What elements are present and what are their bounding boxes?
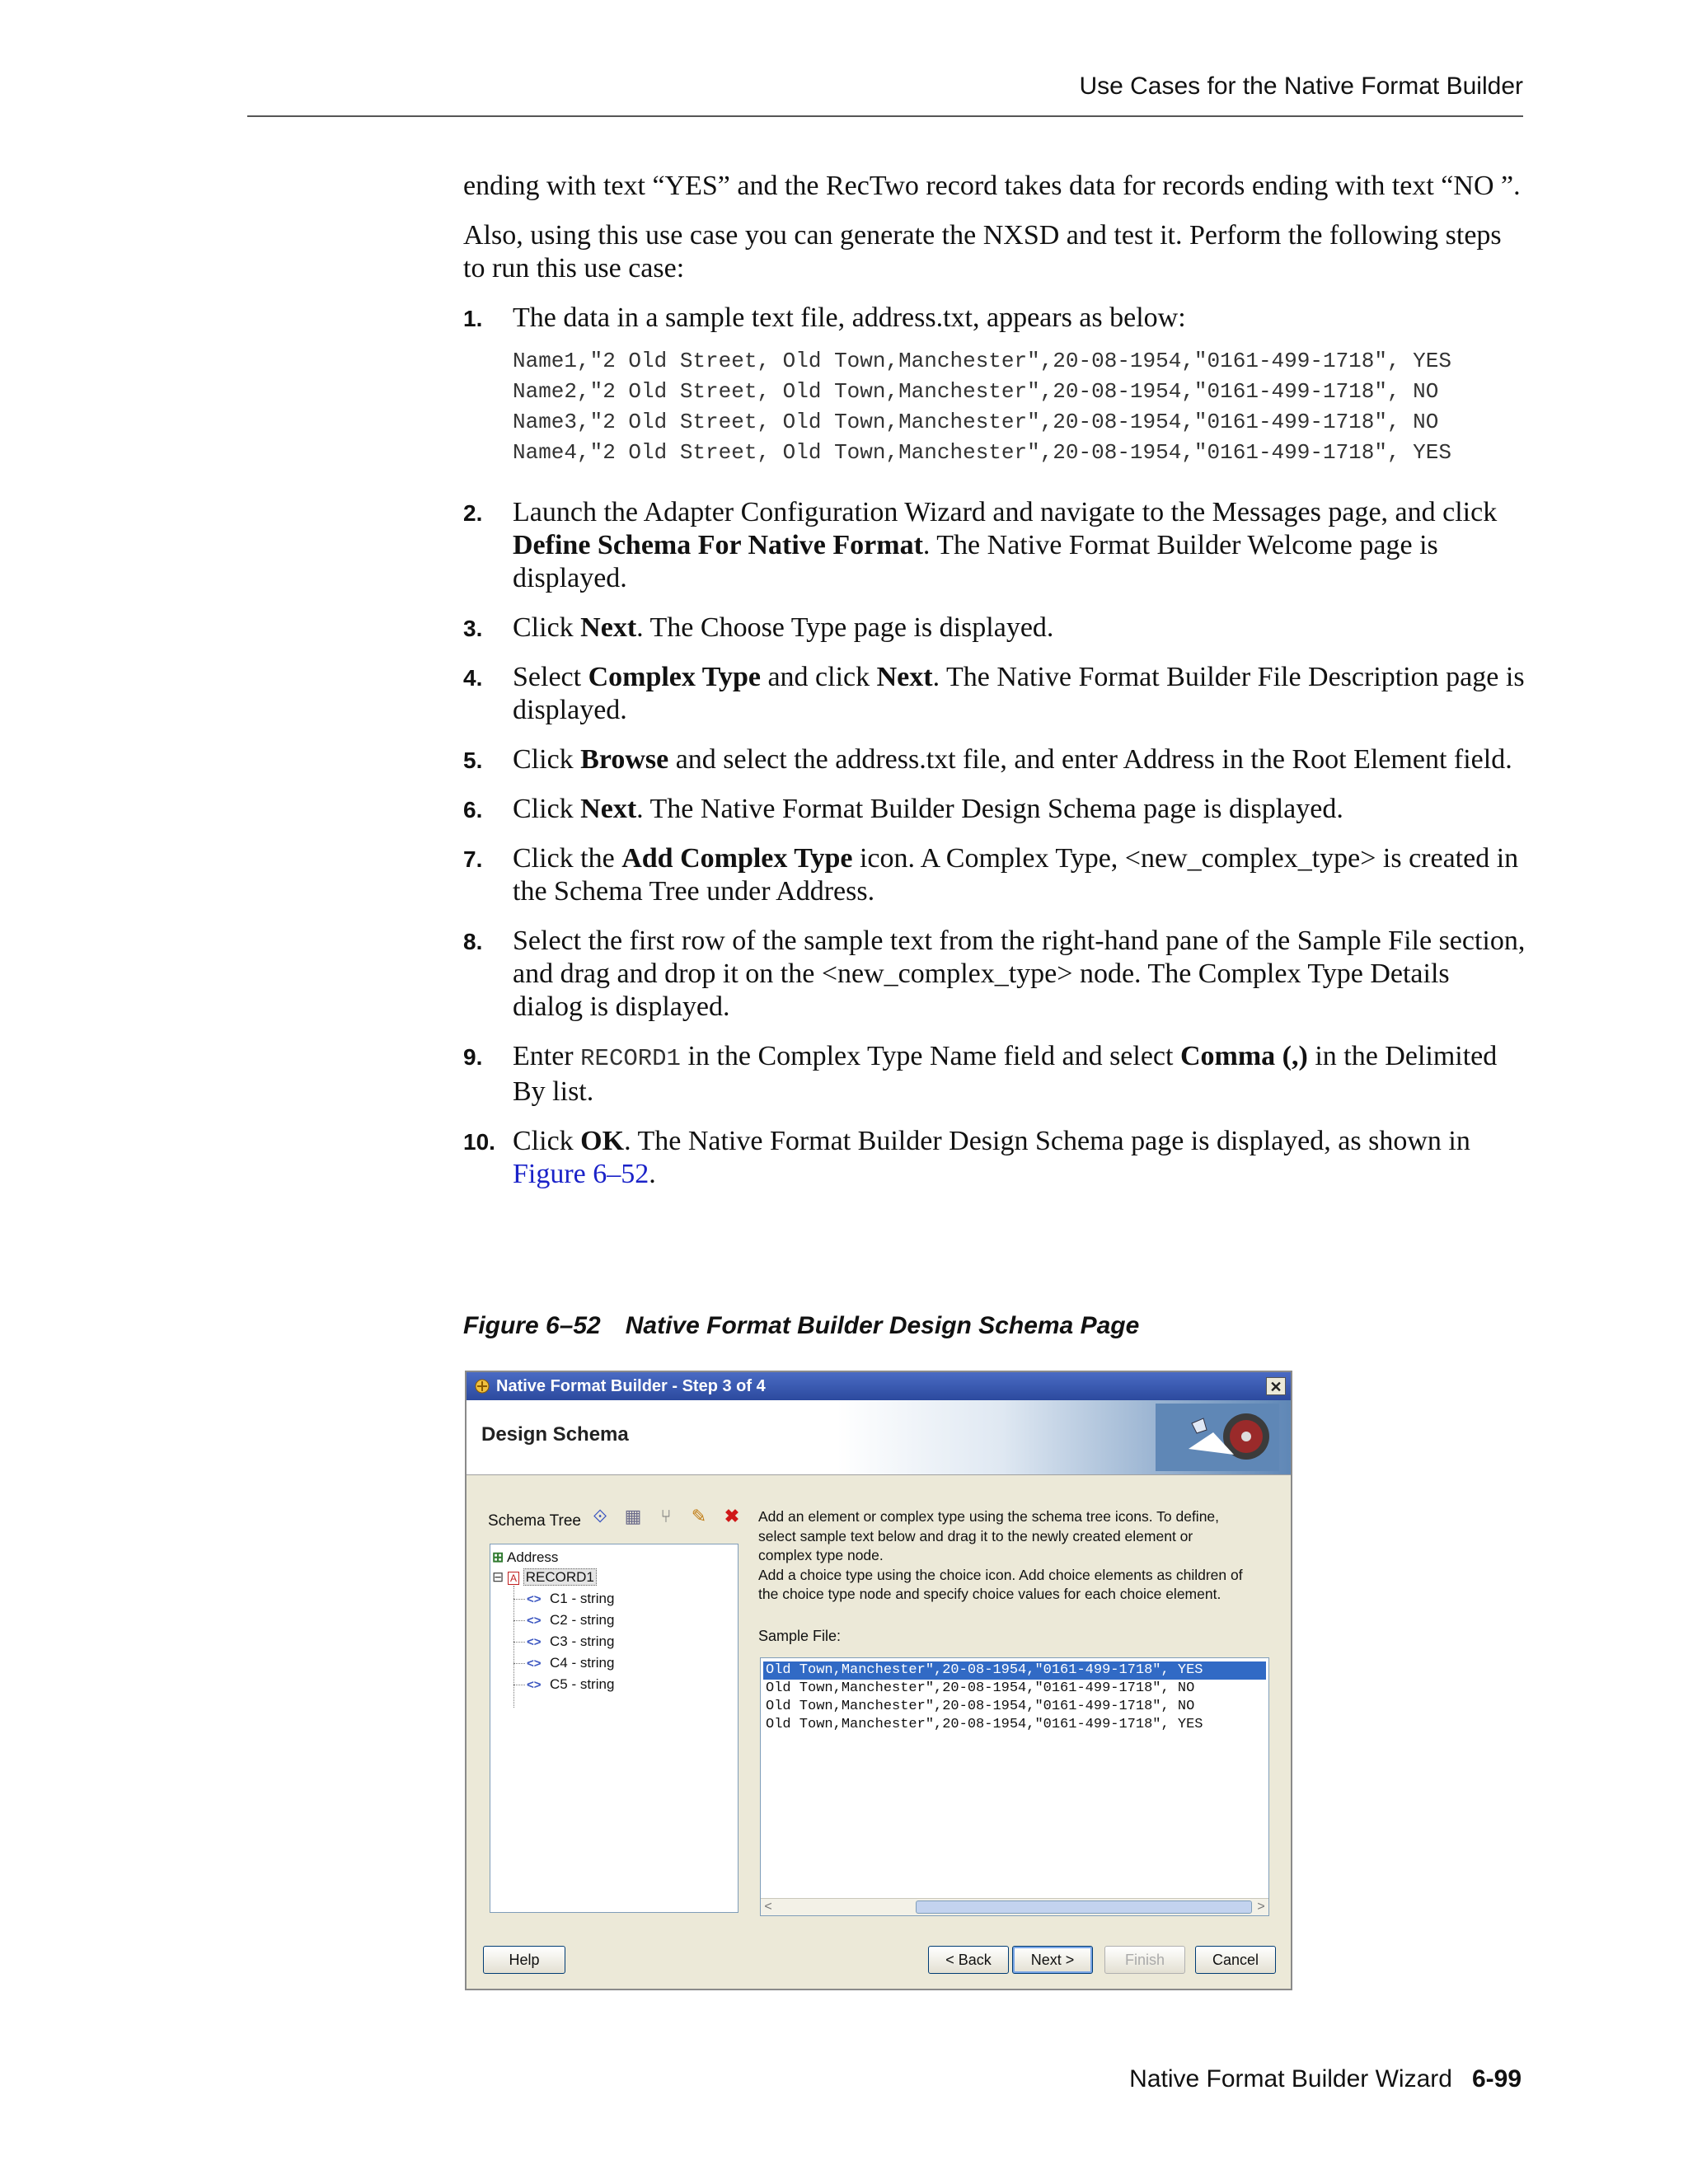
page-footer xyxy=(1129,2065,1522,2093)
scrollbar-thumb[interactable] xyxy=(916,1900,1252,1914)
step-emphasis: Next xyxy=(580,794,637,824)
horizontal-scrollbar[interactable] xyxy=(761,1898,1268,1915)
edit-icon[interactable]: ✎ xyxy=(691,1506,707,1526)
add-complex-type-icon[interactable]: ▦ xyxy=(624,1506,642,1526)
step-emphasis: Define Schema For Native Format xyxy=(513,530,923,560)
step-number: 6. xyxy=(463,797,483,823)
step-text: Click the xyxy=(513,843,622,874)
step-number: 2. xyxy=(463,500,483,526)
step-number: 4. xyxy=(463,665,483,691)
schema-tree-label: Schema Tree xyxy=(488,1512,581,1530)
step-text: Launch the Adapter Configuration Wizard and navigate to the Messages page, and click xyxy=(513,497,1498,527)
native-format-builder-dialog xyxy=(465,1371,1292,1990)
sample-row[interactable]: Old Town,Manchester",20-08-1954,"0161-499-1718", NO xyxy=(766,1699,1195,1714)
next-button[interactable]: Next > xyxy=(1012,1946,1093,1974)
intro-paragraph-2: Also, using this use case you can generate the NXSD and test it. Perform the following steps to run this use case: xyxy=(463,220,1502,284)
intro-paragraph-1: ending with text “YES” and the RecTwo record takes data for records ending with text “NO ”. xyxy=(463,171,1521,201)
code-line: Name1,"2 Old Street, Old Town,Manchester",20-08-1954,"0161-499-1718", YES xyxy=(513,349,1451,373)
step-number: 1. xyxy=(463,306,483,331)
step-text: icon. A Complex Type, <new_complex_type> is created in the Schema Tree under Address. xyxy=(513,843,1519,907)
code-line: Name3,"2 Old Street, Old Town,Manchester",20-08-1954,"0161-499-1718", NO xyxy=(513,410,1439,434)
schema-tree-toolbar xyxy=(587,1504,745,1529)
app-icon xyxy=(473,1378,491,1394)
tree-node-label: C1 - string xyxy=(550,1591,615,1606)
add-element-icon[interactable]: ⟐ xyxy=(593,1506,607,1526)
step-2 xyxy=(463,496,1526,595)
figure-label: Figure 6–52 xyxy=(463,1312,601,1339)
wizard-art-icon xyxy=(1156,1404,1279,1471)
element-icon: <> xyxy=(527,1635,542,1649)
help-button[interactable]: Help xyxy=(483,1946,565,1974)
scroll-left-icon[interactable]: < xyxy=(764,1900,772,1914)
step-emphasis: OK xyxy=(580,1126,625,1156)
step-text: Click xyxy=(513,612,581,643)
dialog-title: Native Format Builder - Step 3 of 4 xyxy=(496,1377,766,1395)
complex-type-icon: A xyxy=(508,1572,519,1585)
sample-row[interactable]: Old Town,Manchester",20-08-1954,"0161-499-1718", NO xyxy=(766,1680,1195,1696)
step-text: in the Complex Type Name field and select xyxy=(680,1041,1180,1071)
close-button[interactable]: ✕ xyxy=(1266,1377,1286,1395)
instruction-line: complex type node. xyxy=(758,1547,884,1563)
sample-row-selected[interactable]: Old Town,Manchester",20-08-1954,"0161-499-1718", YES xyxy=(763,1661,1266,1680)
step-number: 10. xyxy=(463,1129,495,1155)
tree-node-address[interactable] xyxy=(492,1549,558,1566)
step-text: and click xyxy=(760,662,877,692)
tree-node-field[interactable] xyxy=(527,1591,614,1607)
tree-connector xyxy=(513,1599,525,1600)
element-icon: <> xyxy=(527,1678,542,1692)
body-text xyxy=(463,170,1526,1207)
tree-connector xyxy=(513,1642,525,1643)
step-1 xyxy=(463,302,1526,335)
tree-node-label: C4 - string xyxy=(550,1655,615,1671)
step-7 xyxy=(463,842,1526,908)
code-line: Name2,"2 Old Street, Old Town,Manchester",20-08-1954,"0161-499-1718", NO xyxy=(513,379,1439,404)
tree-connector xyxy=(513,1586,514,1708)
step-5 xyxy=(463,743,1526,776)
step-text: Enter xyxy=(513,1041,581,1071)
page-title: Design Schema xyxy=(481,1423,629,1446)
step-3 xyxy=(463,612,1526,644)
step-number: 5. xyxy=(463,748,483,773)
instruction-line: Add a choice type using the choice icon. Add choice elements as children of xyxy=(758,1566,1243,1583)
schema-tree[interactable] xyxy=(490,1544,738,1913)
step-text: Select the first row of the sample text from the right-hand pane of the Sample File section, and drag and drop it on the <new_complex_type> node. The Complex Type Details dialog is displayed. xyxy=(513,926,1526,1022)
instruction-line: Add an element or complex type using the schema tree icons. To define, xyxy=(758,1508,1220,1525)
step-emphasis: Complex Type xyxy=(588,662,761,692)
step-number: 9. xyxy=(463,1044,483,1070)
tree-node-field[interactable] xyxy=(527,1612,614,1629)
tree-node-label: RECORD1 xyxy=(523,1568,597,1586)
instruction-line: the choice type node and specify choice values for each choice element. xyxy=(758,1586,1221,1602)
collapse-icon[interactable]: ⊟ xyxy=(492,1569,504,1585)
tree-connector xyxy=(513,1620,525,1621)
tree-node-field[interactable] xyxy=(527,1676,614,1693)
figure-caption xyxy=(463,1312,1139,1340)
sample-file-list[interactable] xyxy=(760,1657,1269,1916)
instruction-line: select sample text below and drag it to the newly created element or xyxy=(758,1527,1193,1544)
tree-node-record1[interactable] xyxy=(492,1569,597,1586)
page-number: 6-99 xyxy=(1471,2065,1522,2093)
step-emphasis: Browse xyxy=(580,744,669,775)
tree-node-label: C3 - string xyxy=(550,1633,615,1649)
back-button[interactable]: < Back xyxy=(928,1946,1009,1974)
step-number: 8. xyxy=(463,929,483,954)
step-text: . The Native Format Builder Welcome page is displayed. xyxy=(513,530,1438,593)
tree-node-label: Address xyxy=(507,1549,559,1565)
step-text: . The Native Format Builder File Description page is displayed. xyxy=(513,662,1525,725)
step-emphasis: Next xyxy=(580,612,637,643)
step-text: . The Native Format Builder Design Schema page is displayed. xyxy=(636,794,1343,824)
wizard-banner xyxy=(467,1400,1291,1475)
step-8 xyxy=(463,925,1526,1024)
figure-title: Native Format Builder Design Schema Page xyxy=(625,1312,1140,1339)
add-choice-icon[interactable]: ⑂ xyxy=(660,1506,672,1526)
step-text: Click xyxy=(513,1126,581,1156)
tree-node-label: C2 - string xyxy=(550,1612,615,1628)
step-text: Click xyxy=(513,794,581,824)
element-icon: <> xyxy=(527,1657,542,1671)
step-text: Click xyxy=(513,744,581,775)
step-number: 3. xyxy=(463,616,483,641)
step-4 xyxy=(463,661,1526,727)
step-text: . The Choose Type page is displayed. xyxy=(636,612,1054,643)
tree-node-field[interactable] xyxy=(527,1655,614,1671)
step-text: The data in a sample text file, address.txt, appears as below: xyxy=(513,302,1186,333)
inline-code: RECORD1 xyxy=(580,1045,681,1072)
dialog-titlebar[interactable] xyxy=(467,1372,1291,1400)
element-icon: <> xyxy=(527,1614,542,1628)
header-rule xyxy=(247,115,1523,117)
step-text: and select the address.txt file, and enter Address in the Root Element field. xyxy=(668,744,1512,775)
element-icon: <> xyxy=(527,1592,542,1606)
step-text: Select xyxy=(513,662,588,692)
code-line: Name4,"2 Old Street, Old Town,Manchester",20-08-1954,"0161-499-1718", YES xyxy=(513,440,1451,465)
sample-file-label: Sample File: xyxy=(758,1628,842,1644)
root-element-icon: ⊞ xyxy=(492,1549,504,1565)
footer-section: Native Format Builder Wizard xyxy=(1129,2065,1452,2093)
scroll-right-icon[interactable]: > xyxy=(1257,1900,1265,1914)
step-text: in the Delimited By list. xyxy=(513,1041,1498,1107)
step-number: 7. xyxy=(463,846,483,872)
figure-link[interactable]: Figure 6–52 xyxy=(513,1159,649,1189)
finish-button[interactable]: Finish xyxy=(1104,1946,1185,1974)
code-block xyxy=(463,346,1526,468)
delete-icon[interactable]: ✖ xyxy=(724,1506,740,1526)
step-10 xyxy=(463,1125,1526,1191)
step-emphasis: Comma (,) xyxy=(1179,1041,1308,1071)
tree-node-field[interactable] xyxy=(527,1633,614,1650)
tree-node-label: C5 - string xyxy=(550,1676,615,1692)
sample-row[interactable]: Old Town,Manchester",20-08-1954,"0161-499-1718", YES xyxy=(766,1717,1203,1732)
tree-connector xyxy=(513,1663,525,1664)
cancel-button[interactable]: Cancel xyxy=(1195,1946,1276,1974)
instructions-text xyxy=(758,1507,1269,1605)
step-text: . xyxy=(649,1159,656,1189)
step-emphasis: Next xyxy=(876,662,933,692)
step-text: . The Native Format Builder Design Schema page is displayed, as shown in xyxy=(624,1126,1470,1156)
step-9 xyxy=(463,1040,1526,1108)
step-6 xyxy=(463,793,1526,826)
running-header: Use Cases for the Native Format Builder xyxy=(1079,73,1523,100)
step-emphasis: Add Complex Type xyxy=(621,843,853,874)
